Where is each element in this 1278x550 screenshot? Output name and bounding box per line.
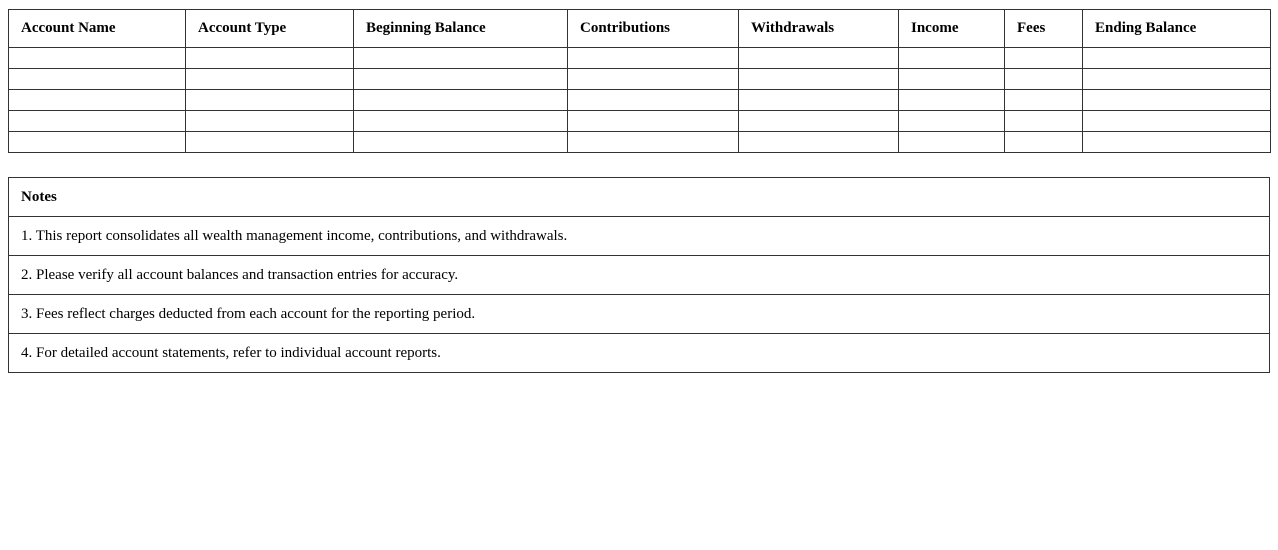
accounts-table bbox=[8, 9, 1271, 153]
col-account-name: Account Name bbox=[9, 10, 186, 48]
cell-beginning-balance bbox=[354, 132, 568, 153]
cell-contributions bbox=[568, 90, 739, 111]
col-withdrawals: Withdrawals bbox=[739, 10, 899, 48]
col-contributions: Contributions bbox=[568, 10, 739, 48]
note-item: 1. This report consolidates all wealth management income, contributions, and withdrawals. bbox=[9, 217, 1270, 256]
notes-heading: Notes bbox=[9, 178, 1270, 217]
cell-beginning-balance bbox=[354, 111, 568, 132]
header-row bbox=[9, 10, 1271, 48]
cell-ending-balance bbox=[1083, 48, 1271, 69]
note-row bbox=[9, 334, 1270, 373]
cell-account-name bbox=[9, 111, 186, 132]
cell-income bbox=[899, 90, 1005, 111]
cell-fees bbox=[1005, 111, 1083, 132]
note-item: 4. For detailed account statements, refer to individual account reports. bbox=[9, 334, 1270, 373]
cell-account-type bbox=[186, 90, 354, 111]
table-row bbox=[9, 90, 1271, 111]
cell-contributions bbox=[568, 69, 739, 90]
cell-income bbox=[899, 111, 1005, 132]
cell-fees bbox=[1005, 69, 1083, 90]
cell-account-type bbox=[186, 48, 354, 69]
cell-income bbox=[899, 132, 1005, 153]
cell-ending-balance bbox=[1083, 69, 1271, 90]
cell-account-name bbox=[9, 90, 186, 111]
table-row bbox=[9, 111, 1271, 132]
note-row bbox=[9, 217, 1270, 256]
cell-ending-balance bbox=[1083, 111, 1271, 132]
note-item: 3. Fees reflect charges deducted from each account for the reporting period. bbox=[9, 295, 1270, 334]
table-row bbox=[9, 69, 1271, 90]
cell-income bbox=[899, 48, 1005, 69]
col-income: Income bbox=[899, 10, 1005, 48]
cell-beginning-balance bbox=[354, 90, 568, 111]
cell-ending-balance bbox=[1083, 90, 1271, 111]
cell-withdrawals bbox=[739, 90, 899, 111]
note-item: 2. Please verify all account balances and transaction entries for accuracy. bbox=[9, 256, 1270, 295]
cell-beginning-balance bbox=[354, 69, 568, 90]
cell-ending-balance bbox=[1083, 132, 1271, 153]
cell-contributions bbox=[568, 48, 739, 69]
notes-table bbox=[8, 177, 1270, 373]
table-row bbox=[9, 48, 1271, 69]
cell-fees bbox=[1005, 90, 1083, 111]
cell-withdrawals bbox=[739, 132, 899, 153]
table-row bbox=[9, 132, 1271, 153]
note-row bbox=[9, 295, 1270, 334]
notes-header-row bbox=[9, 178, 1270, 217]
col-ending-balance: Ending Balance bbox=[1083, 10, 1271, 48]
cell-withdrawals bbox=[739, 111, 899, 132]
cell-account-type bbox=[186, 111, 354, 132]
cell-income bbox=[899, 69, 1005, 90]
cell-contributions bbox=[568, 111, 739, 132]
cell-account-name bbox=[9, 48, 186, 69]
col-account-type: Account Type bbox=[186, 10, 354, 48]
cell-beginning-balance bbox=[354, 48, 568, 69]
cell-account-type bbox=[186, 69, 354, 90]
note-row bbox=[9, 256, 1270, 295]
cell-withdrawals bbox=[739, 48, 899, 69]
cell-contributions bbox=[568, 132, 739, 153]
cell-fees bbox=[1005, 132, 1083, 153]
cell-withdrawals bbox=[739, 69, 899, 90]
col-beginning-balance: Beginning Balance bbox=[354, 10, 568, 48]
cell-account-name bbox=[9, 132, 186, 153]
cell-account-type bbox=[186, 132, 354, 153]
col-fees: Fees bbox=[1005, 10, 1083, 48]
cell-fees bbox=[1005, 48, 1083, 69]
cell-account-name bbox=[9, 69, 186, 90]
